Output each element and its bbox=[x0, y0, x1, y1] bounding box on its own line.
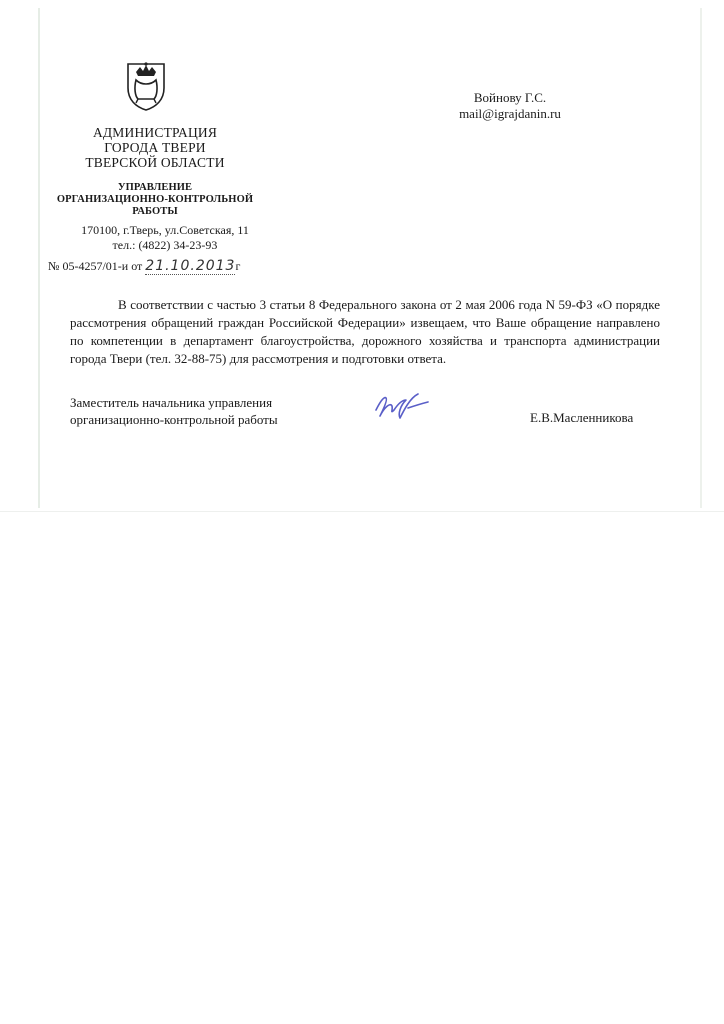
scan-edge-left bbox=[38, 8, 40, 508]
letter-body: В соответствии с частью 3 статьи 8 Федерального закона от 2 мая 2006 года N 59-ФЗ «О порядке рассмотрения обращений граждан Российской Федерации» извещаем, что Ваше обращение направлено по компетенции в департамент благоустройства, дорожного хозяйства и транспорта администрации города Твери (тел. 32-88-75) для рассмотрения и подготовки ответа. bbox=[70, 297, 660, 366]
recipient-name: Войнову Г.С. bbox=[473, 90, 547, 105]
signer-position bbox=[70, 394, 330, 428]
admin-line-3: ТВЕРСКОЙ ОБЛАСТИ bbox=[85, 155, 225, 170]
handwritten-date: 21.10.2013 bbox=[145, 258, 236, 274]
signer-position-line-1: Заместитель начальника управления bbox=[70, 395, 273, 410]
scan-edge-right bbox=[700, 8, 702, 508]
signer-position-line-2: организационно-контрольной работы bbox=[70, 412, 278, 427]
address-phone: тел.: (4822) 34-23-93 bbox=[112, 238, 218, 252]
registration-line bbox=[48, 258, 288, 275]
from-label: от bbox=[131, 259, 143, 273]
dept-line-1: УПРАВЛЕНИЕ bbox=[117, 182, 193, 193]
dept-line-3: РАБОТЫ bbox=[132, 206, 178, 217]
recipient-email: mail@igrajdanin.ru bbox=[459, 106, 561, 121]
tver-coat-of-arms-icon bbox=[124, 58, 168, 112]
year-suffix: г bbox=[235, 259, 241, 273]
address-block bbox=[40, 223, 290, 253]
signer-name: Е.В.Масленникова bbox=[530, 410, 634, 425]
number-label: № bbox=[48, 259, 60, 273]
registration-number: 05-4257/01-и bbox=[62, 259, 129, 273]
address-street: 170100, г.Тверь, ул.Советская, 11 bbox=[81, 223, 249, 237]
handwritten-signature-icon bbox=[370, 388, 434, 424]
admin-line-2: ГОРОДА ТВЕРИ bbox=[104, 140, 206, 155]
recipient-block bbox=[430, 90, 590, 122]
department-header bbox=[40, 182, 270, 218]
dept-line-2: ОРГАНИЗАЦИОННО-КОНТРОЛЬНОЙ bbox=[56, 194, 254, 205]
admin-line-1: АДМИНИСТРАЦИЯ bbox=[92, 125, 218, 140]
scan-artifact-line bbox=[0, 511, 724, 512]
organization-header bbox=[40, 125, 270, 170]
